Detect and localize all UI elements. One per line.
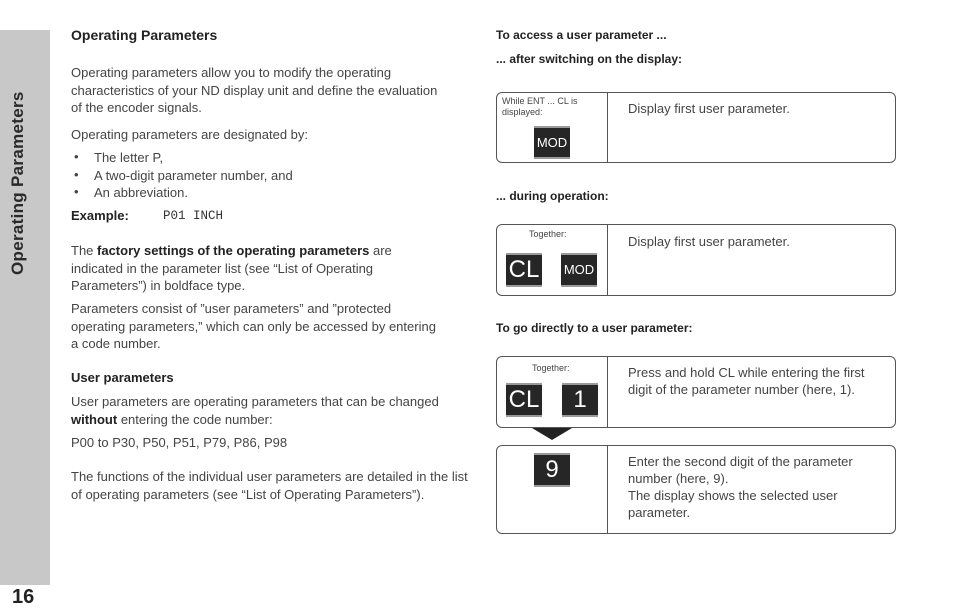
example-label: Example: (71, 208, 129, 223)
box-divider (607, 446, 608, 533)
sidebar: Operating Parameters 16 (0, 30, 50, 585)
box-divider (607, 225, 608, 295)
digit-1-key: 1 (562, 383, 598, 417)
instruction-box-after-switch-on (496, 92, 896, 163)
instruction-box-direct-first-digit (496, 356, 896, 428)
bullet-dot: • (74, 184, 79, 199)
consist-paragraph: Parameters consist of ”user parameters” and ”protected operating parameters,” which can only be accessed by entering a code number. (71, 301, 436, 351)
box-description: Press and hold CL while entering the first digit of the parameter number (here, 1). (628, 365, 865, 397)
during-operation-heading: ... during operation: (496, 189, 609, 203)
functions-paragraph: The functions of the individual user parameters are detailed in the list of operating parameters (see “List of Operating Parameters”). (71, 469, 468, 502)
user-parameters-paragraph: User parameters are operating parameters that can be changed without entering the code number: (71, 394, 439, 427)
section-heading: Operating Parameters (71, 27, 218, 43)
box-note: While ENT ... CL is displayed: (502, 96, 578, 117)
bullet-item: A two-digit parameter number, and (94, 168, 293, 183)
mod-key: MOD (561, 253, 597, 287)
user-parameter-list: P00 to P30, P50, P51, P79, P86, P98 (71, 435, 288, 450)
box-description: Enter the second digit of the parameter number (here, 9). The display shows the selected user parameter. (628, 454, 853, 520)
bullet-item: An abbreviation. (94, 185, 188, 200)
access-heading: To access a user parameter ... (496, 28, 667, 42)
box-note: Together: (532, 363, 570, 373)
page-number: 16 (12, 586, 35, 608)
cl-key: CL (506, 383, 542, 417)
designated-paragraph: Operating parameters are designated by: (71, 127, 309, 142)
box-description: Display first user parameter. (628, 234, 790, 249)
down-arrow-icon (532, 428, 572, 440)
example-code: P01 INCH (163, 209, 224, 223)
box-note: Together: (529, 229, 567, 239)
bullet-item: The letter P, (94, 150, 164, 165)
bullet-dot: • (74, 167, 79, 182)
after-switching-heading: ... after switching on the display: (496, 52, 683, 66)
instruction-box-during-operation (496, 224, 896, 296)
factory-paragraph: The factory settings of the operating parameters are indicated in the parameter list (see “List of Operating Parameters”) in boldface type. (71, 243, 392, 293)
user-parameters-heading: User parameters (71, 370, 174, 385)
direct-access-heading: To go directly to a user parameter: (496, 321, 693, 335)
bullet-dot: • (74, 149, 79, 164)
digit-9-key: 9 (534, 453, 570, 487)
instruction-box-second-digit (496, 445, 896, 534)
intro-paragraph: Operating parameters allow you to modify the operating characteristics of your ND display unit and define the evaluation of the encoder signals. (71, 65, 438, 115)
box-description: Display first user parameter. (628, 101, 790, 116)
box-divider (607, 357, 608, 427)
cl-key: CL (506, 253, 542, 287)
box-divider (607, 93, 608, 162)
mod-key: MOD (534, 126, 570, 159)
